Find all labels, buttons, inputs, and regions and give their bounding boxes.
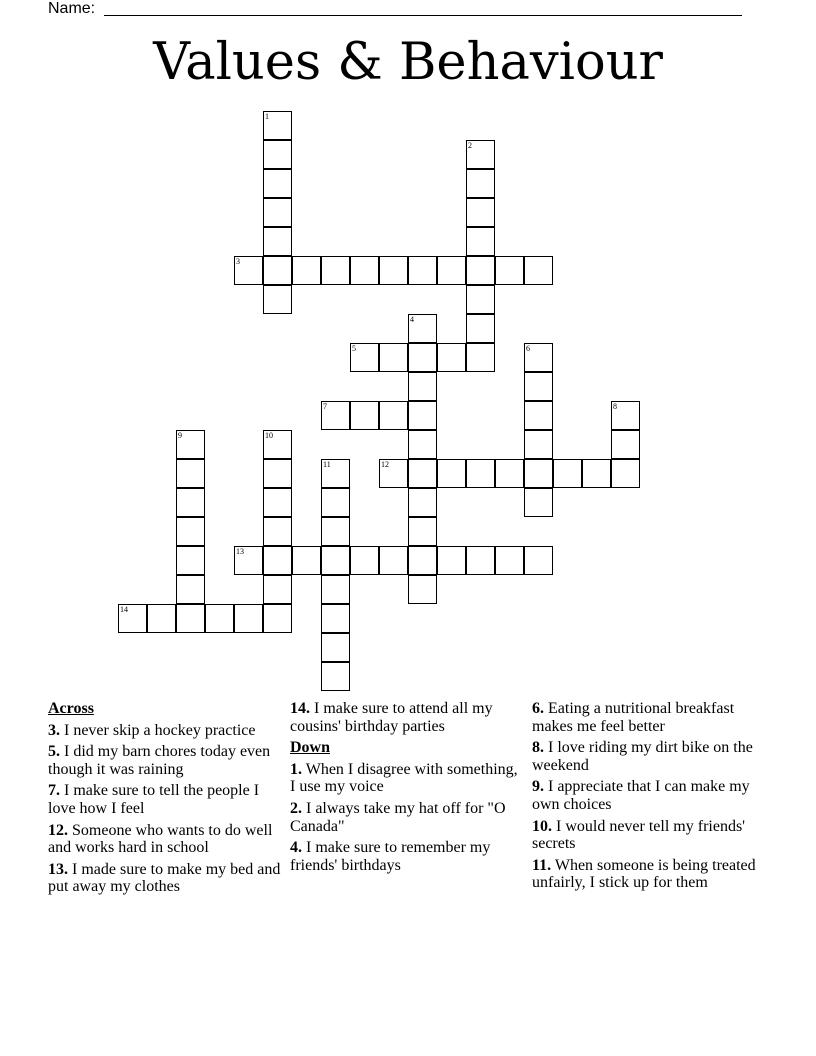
clue-item: [532, 700, 768, 735]
grid-cell[interactable]: [553, 459, 582, 488]
clue-item: [48, 722, 284, 740]
grid-cell[interactable]: [350, 256, 379, 285]
grid-cell[interactable]: [292, 256, 321, 285]
grid-cell[interactable]: [408, 343, 437, 372]
cell-number: 8: [613, 402, 617, 411]
clue-number: 10.: [532, 817, 552, 835]
cell-number: 2: [468, 141, 472, 150]
grid-cell[interactable]: [321, 575, 350, 604]
grid-cell[interactable]: [234, 256, 263, 285]
grid-cell[interactable]: [176, 517, 205, 546]
clue-number: 13.: [48, 860, 68, 878]
grid-cell[interactable]: [263, 227, 292, 256]
grid-cell[interactable]: [582, 459, 611, 488]
clue-column-3: [532, 700, 768, 896]
clue-text: I made sure to make my bed and put away my clothes: [48, 860, 281, 896]
grid-cell[interactable]: [408, 575, 437, 604]
clue-item: [48, 822, 284, 857]
grid-cell[interactable]: [524, 343, 553, 372]
clue-text: I love riding my dirt bike on the weekend: [532, 739, 753, 774]
grid-cell[interactable]: [408, 314, 437, 343]
grid-cell[interactable]: [524, 256, 553, 285]
grid-cell[interactable]: [524, 459, 553, 488]
clue-column-1: [48, 700, 284, 900]
grid-cell[interactable]: [524, 430, 553, 459]
grid-cell[interactable]: [205, 604, 234, 633]
clue-text: I always take my hat off for "O Canada": [290, 799, 506, 835]
clue-number: 7.: [48, 782, 60, 800]
clue-item: [532, 818, 768, 853]
grid-cell[interactable]: [321, 546, 350, 575]
grid-cell[interactable]: [437, 459, 466, 488]
clue-number: 8.: [532, 739, 544, 757]
grid-cell[interactable]: [263, 198, 292, 227]
grid-cell[interactable]: [495, 459, 524, 488]
grid-cell[interactable]: [263, 140, 292, 169]
name-label: Name:: [48, 0, 96, 17]
grid-cell[interactable]: [524, 546, 553, 575]
grid-cell[interactable]: [263, 517, 292, 546]
grid-cell[interactable]: [263, 488, 292, 517]
clue-text: Someone who wants to do well and works hard in school: [48, 821, 273, 857]
grid-cell[interactable]: [176, 459, 205, 488]
grid-cell[interactable]: [437, 546, 466, 575]
clue-item: [290, 800, 526, 835]
grid-cell[interactable]: [495, 256, 524, 285]
grid-cell[interactable]: [379, 343, 408, 372]
grid-cell[interactable]: [408, 517, 437, 546]
grid-cell[interactable]: [466, 198, 495, 227]
grid-cell[interactable]: [466, 285, 495, 314]
clue-item: [48, 782, 284, 817]
cell-number: 4: [410, 315, 414, 324]
grid-cell[interactable]: [408, 488, 437, 517]
clue-item: [532, 778, 768, 813]
across-heading: Across: [48, 700, 94, 717]
clue-text: I never skip a hockey practice: [60, 721, 256, 739]
grid-cell[interactable]: [263, 256, 292, 285]
grid-cell[interactable]: [321, 662, 350, 691]
clue-column-2: [290, 700, 526, 878]
grid-cell[interactable]: [611, 459, 640, 488]
grid-cell[interactable]: [263, 111, 292, 140]
cell-number: 3: [236, 257, 240, 266]
clue-text: When I disagree with something, I use my voice: [290, 760, 518, 796]
clue-text: I make sure to remember my friends' birthdays: [290, 839, 491, 874]
grid-cell[interactable]: [495, 546, 524, 575]
grid-cell[interactable]: [379, 459, 408, 488]
grid-cell[interactable]: [379, 546, 408, 575]
grid-cell[interactable]: [263, 459, 292, 488]
clue-item: [48, 861, 284, 896]
puzzle-title: Values & Behaviour: [153, 33, 663, 92]
grid-cell[interactable]: [263, 285, 292, 314]
grid-cell[interactable]: [263, 575, 292, 604]
grid-cell[interactable]: [176, 488, 205, 517]
grid-cell[interactable]: [263, 604, 292, 633]
grid-cell[interactable]: [147, 604, 176, 633]
clue-number: 1.: [290, 760, 302, 778]
grid-cell[interactable]: [176, 604, 205, 633]
grid-cell[interactable]: [408, 372, 437, 401]
grid-cell[interactable]: [408, 256, 437, 285]
grid-cell[interactable]: [263, 430, 292, 459]
grid-cell[interactable]: [466, 256, 495, 285]
grid-cell[interactable]: [379, 256, 408, 285]
grid-cell[interactable]: [466, 140, 495, 169]
clue-text: I make sure to tell the people I love how I feel: [48, 782, 260, 817]
clue-item: [532, 739, 768, 774]
grid-cell[interactable]: [524, 372, 553, 401]
cell-number: 1: [265, 112, 269, 121]
grid-cell[interactable]: [611, 430, 640, 459]
grid-cell[interactable]: [234, 604, 263, 633]
grid-cell[interactable]: [611, 401, 640, 430]
grid-cell[interactable]: [321, 488, 350, 517]
grid-cell[interactable]: [437, 343, 466, 372]
cell-number: 5: [352, 344, 356, 353]
grid-cell[interactable]: [466, 343, 495, 372]
clue-number: 3.: [48, 721, 60, 739]
grid-cell[interactable]: [234, 546, 263, 575]
grid-cell[interactable]: [524, 401, 553, 430]
grid-cell[interactable]: [379, 401, 408, 430]
grid-cell[interactable]: [466, 227, 495, 256]
clue-number: 2.: [290, 799, 302, 817]
cell-number: 14: [120, 605, 128, 614]
cell-number: 13: [236, 547, 244, 556]
down-heading: Down: [290, 739, 331, 757]
grid-cell[interactable]: [292, 546, 321, 575]
grid-cell[interactable]: [263, 169, 292, 198]
grid-cell[interactable]: [408, 459, 437, 488]
cell-number: 12: [381, 460, 389, 469]
grid-cell[interactable]: [321, 604, 350, 633]
clue-text: I appreciate that I can make my own choices: [532, 778, 750, 813]
clue-item: [290, 839, 526, 874]
cell-number: 10: [265, 431, 273, 440]
grid-cell[interactable]: [408, 546, 437, 575]
cell-number: 7: [323, 402, 327, 411]
clue-item: [290, 700, 526, 735]
grid-cell[interactable]: [466, 314, 495, 343]
cell-number: 6: [526, 344, 530, 353]
grid-cell[interactable]: [408, 401, 437, 430]
grid-cell[interactable]: [321, 256, 350, 285]
grid-cell[interactable]: [466, 169, 495, 198]
grid-cell[interactable]: [350, 546, 379, 575]
grid-cell[interactable]: [408, 430, 437, 459]
clue-number: 12.: [48, 821, 68, 839]
grid-cell[interactable]: [176, 575, 205, 604]
grid-cell[interactable]: [263, 546, 292, 575]
clue-text: Eating a nutritional breakfast makes me feel better: [532, 700, 735, 735]
grid-cell[interactable]: [176, 430, 205, 459]
clue-number: 14.: [290, 700, 310, 717]
clue-item: [48, 743, 284, 778]
clue-text: I make sure to attend all my cousins' birthday parties: [290, 700, 493, 735]
grid-cell[interactable]: [466, 459, 495, 488]
grid-cell[interactable]: [321, 517, 350, 546]
grid-cell[interactable]: [321, 401, 350, 430]
clue-text: I did my barn chores today even though it was raining: [48, 743, 271, 778]
grid-cell[interactable]: [437, 256, 466, 285]
grid-cell[interactable]: [350, 343, 379, 372]
clue-number: 9.: [532, 778, 544, 796]
grid-cell[interactable]: [524, 488, 553, 517]
grid-cell[interactable]: [466, 546, 495, 575]
clue-number: 6.: [532, 700, 544, 717]
clue-item: [532, 857, 768, 892]
clue-item: [290, 761, 526, 796]
cell-number: 9: [178, 431, 182, 440]
grid-cell[interactable]: [350, 401, 379, 430]
clue-text: When someone is being treated unfairly, I stick up for them: [532, 856, 756, 892]
clue-number: 4.: [290, 839, 302, 857]
clue-text: I would never tell my friends' secrets: [532, 817, 746, 853]
grid-cell[interactable]: [321, 459, 350, 488]
grid-cell[interactable]: [118, 604, 147, 633]
grid-cell[interactable]: [321, 633, 350, 662]
grid-cell[interactable]: [176, 546, 205, 575]
clue-number: 11.: [532, 856, 552, 874]
clue-number: 5.: [48, 743, 60, 761]
cell-number: 11: [323, 460, 331, 469]
